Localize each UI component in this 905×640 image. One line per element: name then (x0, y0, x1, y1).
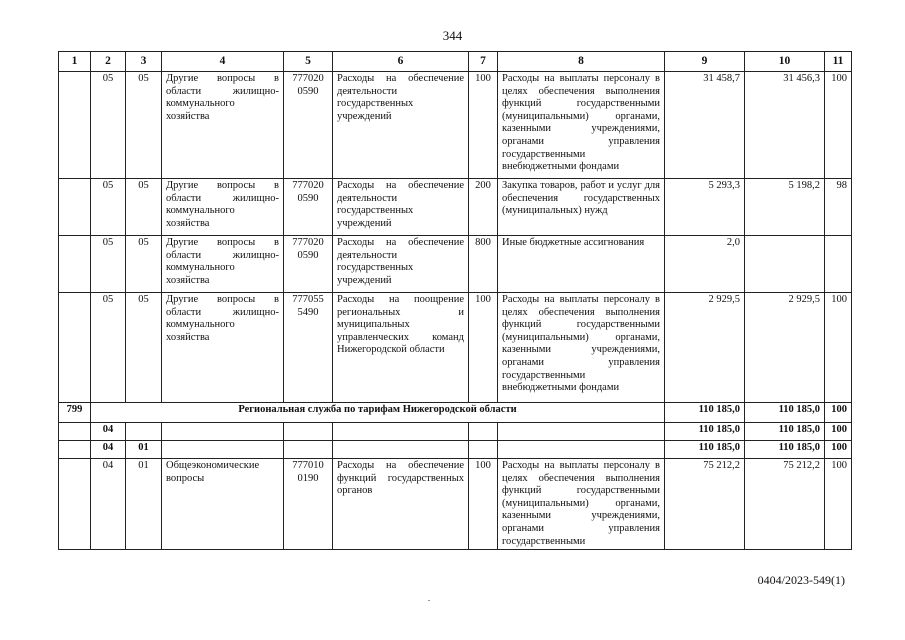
header-cell: 4 (162, 52, 284, 72)
cell-agency-code: 799 (59, 403, 91, 423)
cell-expense-type: 200 (469, 179, 498, 236)
cell-section: 05 (91, 236, 126, 293)
cell-subsection: 01 (126, 441, 162, 459)
cell-agency-code (59, 423, 91, 441)
cell-agency-code (59, 72, 91, 179)
cell-section-name (162, 423, 284, 441)
cell-target-name: Расходы на обеспечение деятельности государственных учреждений (333, 72, 469, 179)
cell-planned: 110 185,0 (665, 403, 745, 423)
cell-target-name: Расходы на обеспечение деятельности государственных учреждений (333, 179, 469, 236)
header-cell: 11 (825, 52, 852, 72)
cell-section: 05 (91, 179, 126, 236)
cell-planned: 2,0 (665, 236, 745, 293)
cell-target-code: 777020 0590 (284, 72, 333, 179)
cell-subsection: 05 (126, 179, 162, 236)
cell-section: 05 (91, 72, 126, 179)
table-row (59, 179, 852, 236)
cell-percent: 100 (825, 459, 852, 550)
cell-executed (745, 236, 825, 293)
cell-executed: 110 185,0 (745, 403, 825, 423)
cell-percent (825, 236, 852, 293)
cell-subsection: 05 (126, 236, 162, 293)
cell-subsection: 01 (126, 459, 162, 550)
header-cell: 8 (498, 52, 665, 72)
cell-section-name: Другие вопросы в области жилищно-коммунального хозяйства (162, 236, 284, 293)
cell-target-code: 777020 0590 (284, 236, 333, 293)
cell-planned: 110 185,0 (665, 441, 745, 459)
table-row (59, 72, 852, 179)
cell-executed: 75 212,2 (745, 459, 825, 550)
cell-section: 04 (91, 441, 126, 459)
agency-total-row (59, 403, 852, 423)
header-cell: 5 (284, 52, 333, 72)
cell-agency-code (59, 441, 91, 459)
cell-target-name: Расходы на обеспечение функций государственных органов (333, 459, 469, 550)
cell-target-code (284, 441, 333, 459)
cell-target-code: 777020 0590 (284, 179, 333, 236)
document-code: 0404/2023-549(1) (757, 573, 845, 587)
cell-planned: 5 293,3 (665, 179, 745, 236)
cell-executed: 2 929,5 (745, 293, 825, 403)
cell-expense-name: Закупка товаров, работ и услуг для обеспечения государственных (муниципальных) нужд (498, 179, 665, 236)
cell-expense-name (498, 423, 665, 441)
section-total-row (59, 423, 852, 441)
cell-percent: 100 (825, 441, 852, 459)
cell-section-name (162, 441, 284, 459)
cell-planned: 75 212,2 (665, 459, 745, 550)
cell-expense-name: Расходы на выплаты персоналу в целях обеспечения выполнения функций государственными (муниципальными) органами, казенными учреждениями, органами управления государственными внебюджетными фондами (498, 293, 665, 403)
cell-agency-code (59, 179, 91, 236)
header-cell: 10 (745, 52, 825, 72)
cell-expense-type (469, 423, 498, 441)
cell-expense-type: 100 (469, 293, 498, 403)
table-row (59, 293, 852, 403)
cell-section-name: Другие вопросы в области жилищно-коммунального хозяйства (162, 72, 284, 179)
cell-target-code (284, 423, 333, 441)
cell-target-name: Расходы на поощрение региональных и муниципальных управленческих команд Нижегородской области (333, 293, 469, 403)
table-row (59, 459, 852, 550)
cell-section: 04 (91, 423, 126, 441)
cell-percent: 100 (825, 403, 852, 423)
cell-section-name: Другие вопросы в области жилищно-коммунального хозяйства (162, 293, 284, 403)
cell-percent: 98 (825, 179, 852, 236)
cell-target-name: Расходы на обеспечение деятельности государственных учреждений (333, 236, 469, 293)
cell-target-name (333, 441, 469, 459)
budget-table (58, 51, 852, 550)
cell-executed: 110 185,0 (745, 423, 825, 441)
table-row (59, 236, 852, 293)
header-cell: 9 (665, 52, 745, 72)
cell-expense-name: Иные бюджетные ассигнования (498, 236, 665, 293)
cell-agency-code (59, 236, 91, 293)
header-cell: 2 (91, 52, 126, 72)
header-cell: 3 (126, 52, 162, 72)
header-cell: 7 (469, 52, 498, 72)
cell-planned: 31 458,7 (665, 72, 745, 179)
cell-percent: 100 (825, 423, 852, 441)
cell-executed: 110 185,0 (745, 441, 825, 459)
cell-executed: 31 456,3 (745, 72, 825, 179)
cell-executed: 5 198,2 (745, 179, 825, 236)
cell-section-name: Общеэкономические вопросы (162, 459, 284, 550)
cell-subsection: 05 (126, 293, 162, 403)
header-row (59, 52, 852, 72)
cell-agency-code (59, 293, 91, 403)
cell-subsection: 05 (126, 72, 162, 179)
header-cell: 6 (333, 52, 469, 72)
cell-target-code: 777055 5490 (284, 293, 333, 403)
cell-target-code: 777010 0190 (284, 459, 333, 550)
scan-speck (428, 600, 430, 601)
cell-expense-type: 100 (469, 72, 498, 179)
agency-title: Региональная служба по тарифам Нижегородской области (91, 403, 665, 423)
cell-percent: 100 (825, 293, 852, 403)
cell-section: 05 (91, 293, 126, 403)
cell-expense-type: 100 (469, 459, 498, 550)
cell-planned: 2 929,5 (665, 293, 745, 403)
cell-expense-name: Расходы на выплаты персоналу в целях обеспечения выполнения функций государственными (муниципальными) органами, казенными учреждениями, органами управления государственными внебюджетными фондами (498, 72, 665, 179)
cell-expense-name: Расходы на выплаты персоналу в целях обеспечения выполнения функций государственными (муниципальными) органами, казенными учреждениями, органами управления государственными (498, 459, 665, 550)
cell-subsection (126, 423, 162, 441)
cell-section: 04 (91, 459, 126, 550)
header-cell: 1 (59, 52, 91, 72)
cell-agency-code (59, 459, 91, 550)
cell-target-name (333, 423, 469, 441)
cell-planned: 110 185,0 (665, 423, 745, 441)
cell-percent: 100 (825, 72, 852, 179)
page-number: 344 (442, 28, 463, 43)
cell-expense-type (469, 441, 498, 459)
subsection-total-row (59, 441, 852, 459)
cell-section-name: Другие вопросы в области жилищно-коммунального хозяйства (162, 179, 284, 236)
cell-expense-name (498, 441, 665, 459)
cell-expense-type: 800 (469, 236, 498, 293)
